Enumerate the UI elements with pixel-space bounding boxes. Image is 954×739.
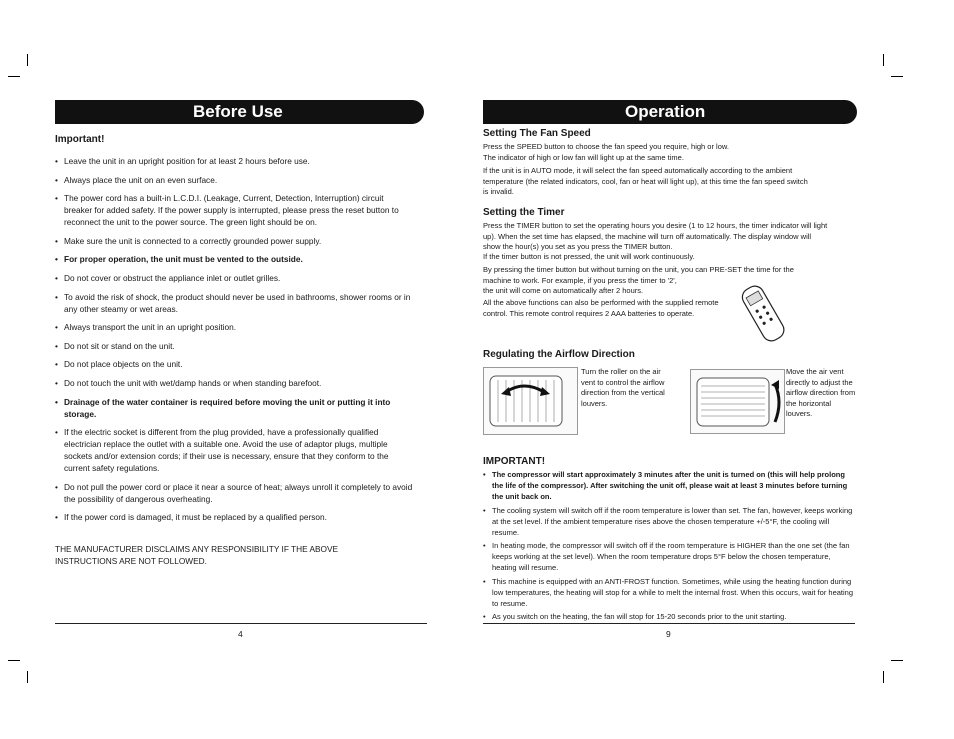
- airflow-caption-horizontal: Move the air vent directly to adjust the airflow direction from the horizontal louvers.: [786, 367, 856, 418]
- list-item: • Do not cover or obstruct the appliance inlet or outlet grilles.: [55, 272, 413, 284]
- crop-mark: [8, 76, 20, 77]
- list-item: • The power cord has a built-in L.C.D.I. (Leakage, Current, Detection, Interruption) circuit breaker for added safety. If the power supply is interrupted, please press the reset button to reconnect the unit to the power source. The green light should be on.: [55, 192, 413, 228]
- fan-speed-text-2: The indicator of high or low fan will light up at the same time.: [483, 153, 684, 162]
- page-number: 4: [238, 629, 243, 639]
- crop-mark: [8, 660, 20, 661]
- crop-mark: [883, 671, 884, 683]
- remote-control-illustration: [738, 282, 790, 344]
- precautions-list: [55, 155, 413, 530]
- vertical-louvers-figure: [483, 367, 578, 435]
- fan-speed-text-1: Press the SPEED button to choose the fan speed you require, high or low.: [483, 142, 729, 151]
- list-item: • If the power cord is damaged, it must be replaced by a qualified person.: [55, 511, 413, 523]
- disclaimer-text: THE MANUFACTURER DISCLAIMS ANY RESPONSIBILITY IF THE ABOVE INSTRUCTIONS ARE NOT FOLLOWED.: [55, 544, 339, 566]
- list-item: • For proper operation, the unit must be vented to the outside.: [55, 253, 413, 265]
- list-item: • The compressor will start approximately 3 minutes after the unit is turned on (this will help prolong the life of the compressor). After switching the unit off, please wait at least 3 minutes before turning the unit back on.: [483, 469, 853, 502]
- footer-rule: [483, 623, 855, 624]
- horizontal-louvers-figure: [690, 369, 785, 434]
- air-vent-roller-illustration: [484, 368, 577, 434]
- timer-text-4: the unit will come on automatically after 2 hours.: [483, 286, 644, 295]
- list-item: • Leave the unit in an upright position for at least 2 hours before use.: [55, 155, 413, 167]
- banner-title: Before Use: [193, 102, 283, 121]
- crop-mark: [27, 671, 28, 683]
- airflow-caption-vertical: Turn the roller on the air vent to control the airflow direction from the vertical louvers.: [581, 367, 665, 408]
- banner-title: Operation: [625, 102, 706, 121]
- list-item: • Always transport the unit in an upright position.: [55, 321, 413, 333]
- section-banner-operation: [483, 100, 857, 124]
- list-item: • Do not sit or stand on the unit.: [55, 340, 413, 352]
- list-item: • In heating mode, the compressor will switch off if the room temperature is HIGHER than the one set (the fan keeps working at the set level). When the room temperature drops 5°F below the chosen temperature, heating will resume.: [483, 540, 853, 573]
- timer-heading: Setting the Timer: [483, 207, 565, 218]
- airflow-heading: Regulating the Airflow Direction: [483, 349, 635, 360]
- important-heading-right: IMPORTANT!: [483, 456, 546, 467]
- list-item: • Do not place objects on the unit.: [55, 358, 413, 370]
- page-number: 9: [666, 629, 671, 639]
- timer-text-3: By pressing the timer button but without turning on the unit, you can PRE-SET the time for the machine to work. For example, if you press the timer to '2',: [483, 265, 794, 285]
- list-item: • The cooling system will switch off if the room temperature is lower than set. The fan, however, keeps working at the set level. If the ambient temperature rises above the chosen temperature +/-5°F, the cooling will resume.: [483, 505, 853, 538]
- list-item: • This machine is equipped with an ANTI-FROST function. Sometimes, while using the heating function during low temperatures, the heating will stop for a while to melt the internal frost. When this occurs, wait for heating to resume.: [483, 576, 853, 609]
- list-item: • Do not touch the unit with wet/damp hands or when standing barefoot.: [55, 377, 413, 389]
- list-item: • If the electric socket is different from the plug provided, have a professionally qualified electrician replace the outlet with a suitable one. Avoid the use of adaptor plugs, multiple sockets and/or extension cords; if their use is necessary, ensure that they conform to the current safety regulations.: [55, 426, 413, 474]
- important-heading: Important!: [55, 134, 105, 145]
- crop-mark: [891, 76, 903, 77]
- list-item: • Make sure the unit is connected to a correctly grounded power supply.: [55, 235, 413, 247]
- fan-speed-text-3: If the unit is in AUTO mode, it will select the fan speed automatically according to the ambient temperature (the related indicators, cool, fan or heat will light up), at this time the fan speed switch is invalid.: [483, 166, 808, 196]
- crop-mark: [883, 54, 884, 66]
- footer-rule: [55, 623, 427, 624]
- air-vent-adjust-illustration: [691, 370, 784, 433]
- list-item: • To avoid the risk of shock, the product should never be used in bathrooms, shower rooms or in any other steamy or wet areas.: [55, 291, 413, 315]
- list-item: • Always place the unit on an even surface.: [55, 174, 413, 186]
- list-item: • Do not pull the power cord or place it near a source of heat; always unroll it completely to avoid the possibility of dangerous overheating.: [55, 481, 413, 505]
- timer-text-5: All the above functions can also be performed with the supplied remote control. This remote control requires 2 AAA batteries to operate.: [483, 298, 719, 318]
- crop-mark: [27, 54, 28, 66]
- list-item: • As you switch on the heating, the fan will stop for 15-20 seconds prior to the unit starting.: [483, 611, 853, 622]
- fan-speed-heading: Setting The Fan Speed: [483, 128, 591, 139]
- section-banner-before-use: [55, 100, 424, 124]
- list-item: • Drainage of the water container is required before moving the unit or putting it into storage.: [55, 396, 413, 420]
- timer-text-2: If the timer button is not pressed, the unit will work continuously.: [483, 252, 695, 261]
- timer-text-1: Press the TIMER button to set the operating hours you desire (1 to 12 hours, the timer indicator will light up). When the set time has elapsed, the machine will turn off automatically. The display window will show the hour(s) you set as you press the TIMER button.: [483, 221, 828, 251]
- important-notes-list: [483, 469, 853, 625]
- crop-mark: [891, 660, 903, 661]
